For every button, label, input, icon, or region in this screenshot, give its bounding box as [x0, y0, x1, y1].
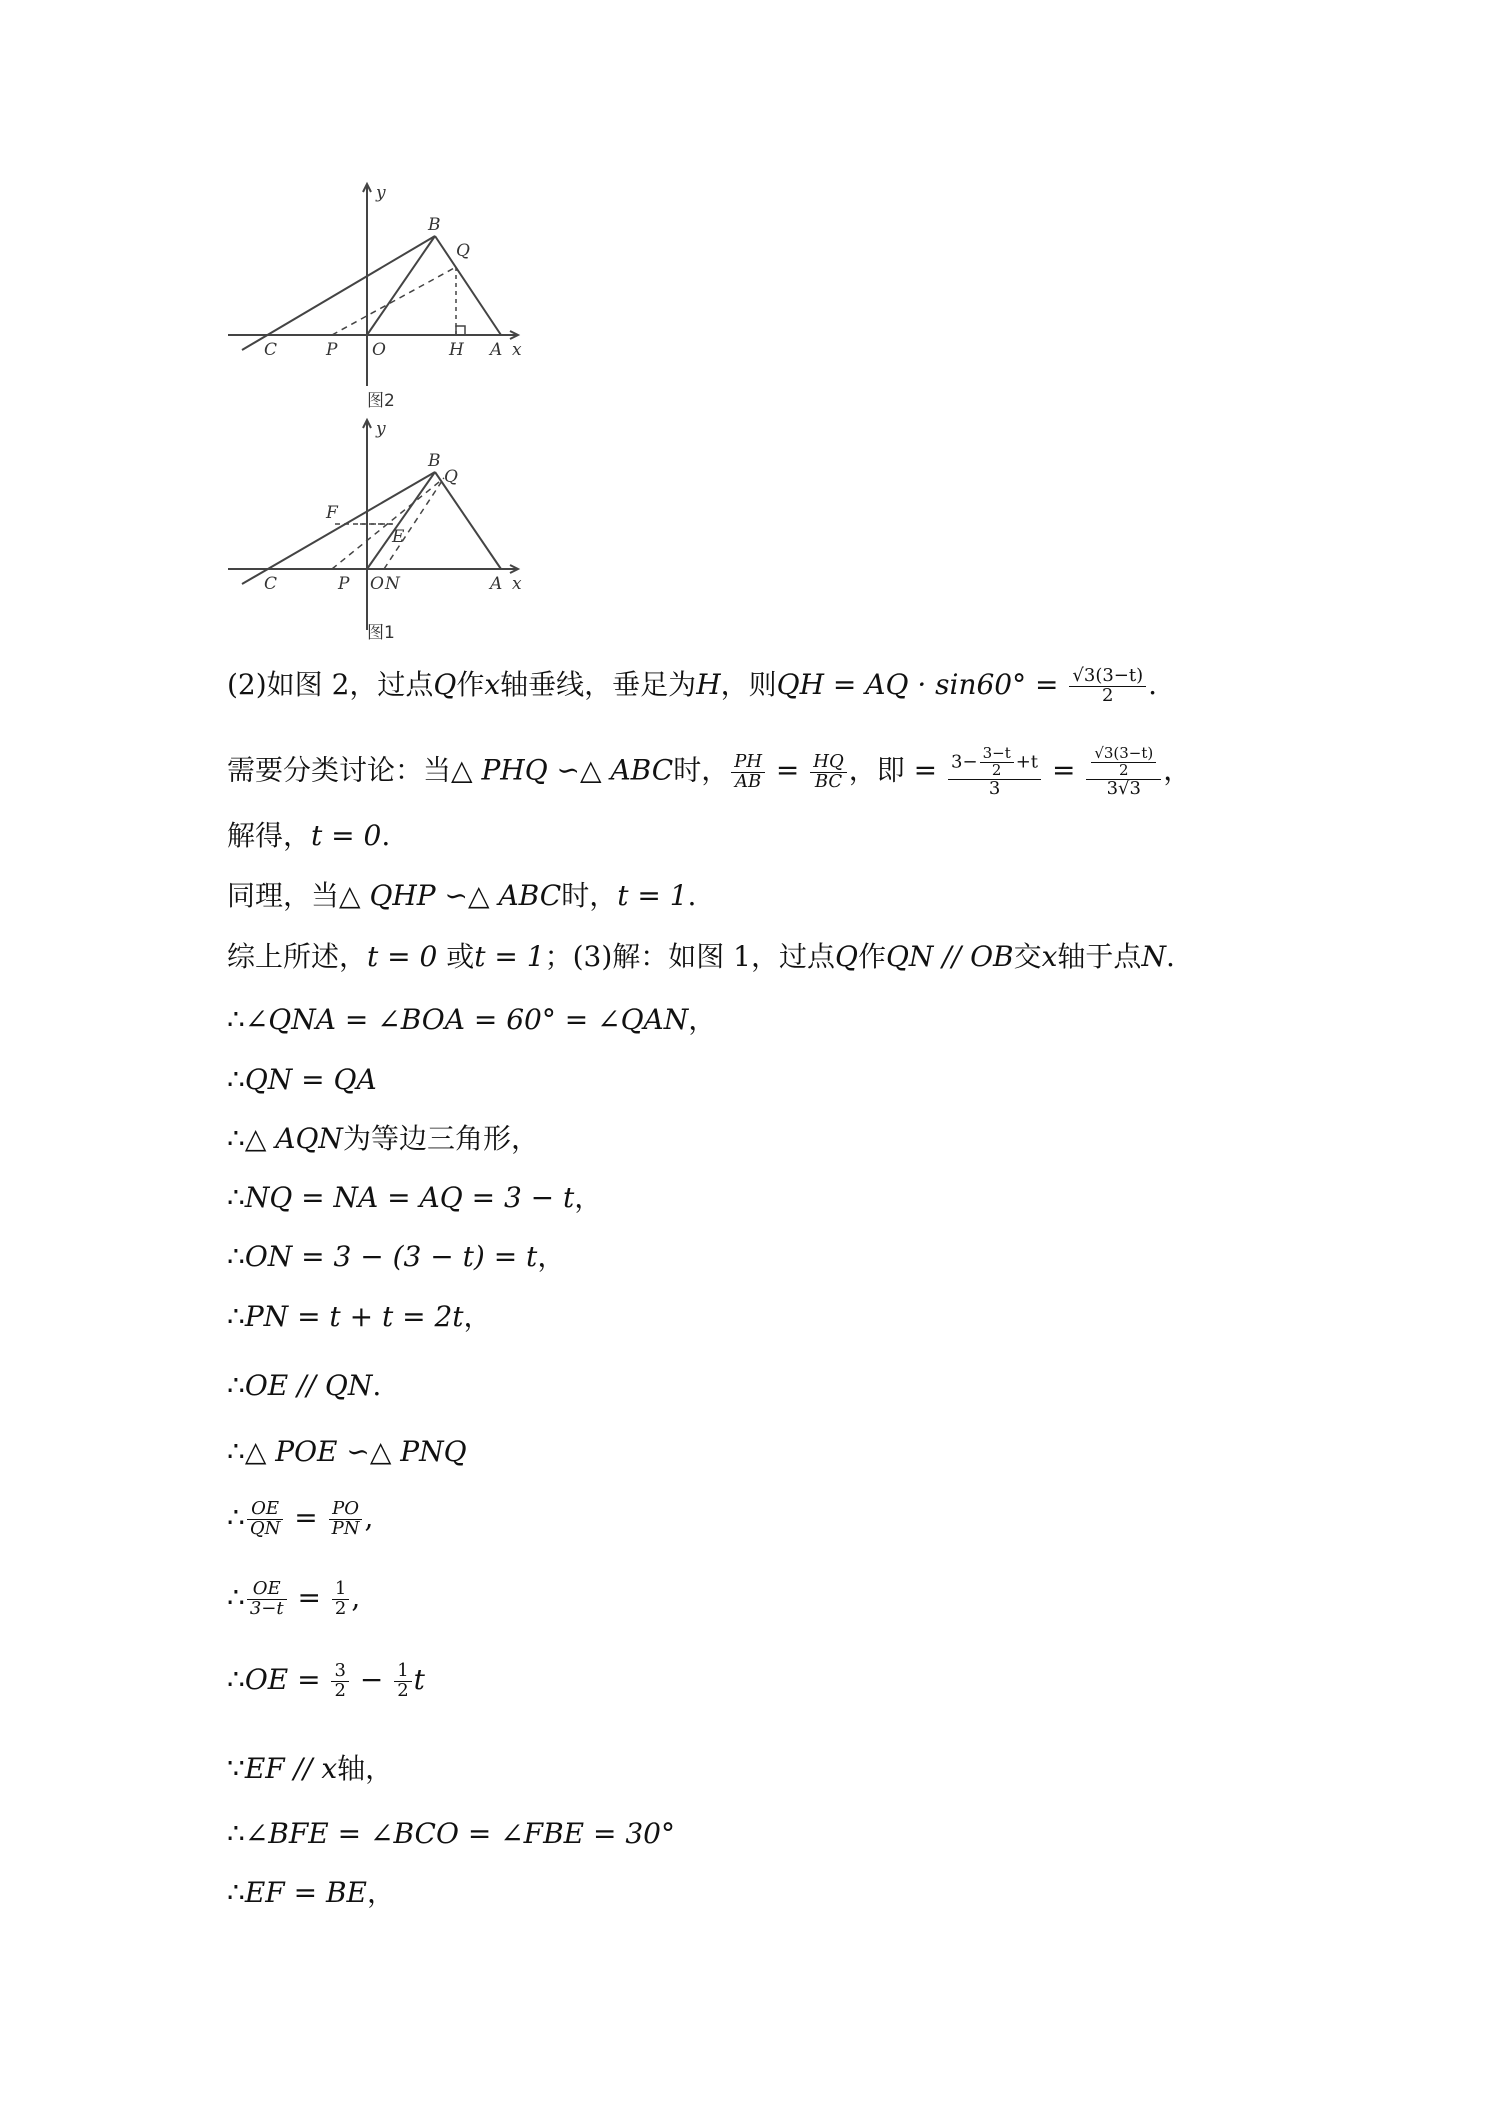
text: ，	[537, 1240, 566, 1273]
text: 轴垂线，垂足为	[500, 667, 697, 701]
line-4	[227, 879, 697, 912]
denominator: 3−t	[249, 1597, 284, 1619]
math: t = 0	[311, 819, 382, 852]
figure-1-diagram	[220, 412, 540, 652]
line-10	[227, 1240, 566, 1273]
math: AQN	[275, 1122, 343, 1155]
fraction	[980, 746, 1014, 779]
label-N: N	[385, 574, 400, 594]
text: ，	[688, 1003, 717, 1036]
figure-2-diagram	[220, 178, 540, 418]
text: ∴	[227, 1817, 245, 1850]
right-angle-mark	[456, 326, 465, 335]
text: 或	[437, 940, 475, 973]
math: t = 0	[367, 940, 438, 973]
text: ∴	[227, 1662, 245, 1696]
math: PN = t + t = 2t	[244, 1300, 464, 1333]
text: ，	[366, 1876, 395, 1909]
text: .	[687, 879, 697, 912]
line-CB	[242, 236, 435, 350]
text: 综上所述，	[227, 940, 368, 973]
text: ∴	[227, 1580, 245, 1614]
label-y: y	[376, 183, 386, 203]
text: ∴	[227, 1240, 245, 1273]
line-12	[227, 1369, 382, 1402]
math: OE =	[244, 1662, 330, 1696]
text: ∴△	[227, 1435, 276, 1468]
denominator: 2	[334, 1597, 347, 1619]
text: =	[1043, 753, 1085, 787]
text: 轴，	[337, 1752, 394, 1785]
math: ∠QNA = ∠BOA = 60° = ∠QAN	[244, 1003, 689, 1036]
text: .	[1165, 940, 1175, 973]
label-E: E	[392, 527, 405, 547]
text: 时，	[673, 753, 730, 787]
line-9	[227, 1181, 603, 1214]
label-x: x	[512, 340, 522, 360]
text: ∴△	[227, 1122, 276, 1155]
label-O: O	[372, 340, 386, 360]
math: N	[1141, 940, 1166, 973]
text: =	[285, 1500, 327, 1534]
numerator: OE	[247, 1580, 287, 1600]
figure-2-caption: 图2	[367, 391, 395, 411]
numerator: 1	[394, 1662, 411, 1682]
line-11	[227, 1300, 492, 1333]
math: PHQ ∽△ ABC	[481, 753, 674, 787]
math: ∠BFE = ∠BCO = ∠FBE = 30°	[244, 1817, 675, 1850]
text: =	[288, 1580, 330, 1614]
text: −	[350, 1662, 393, 1696]
denominator: BC	[814, 770, 843, 792]
math: t = 1	[617, 879, 688, 912]
line-CB	[242, 472, 435, 584]
math: QH = AQ · sin60° =	[776, 667, 1068, 701]
math: Q	[433, 667, 457, 701]
line-16	[227, 1662, 425, 1701]
denominator: PN	[331, 1517, 360, 1539]
text: 时，	[561, 879, 618, 912]
text: ∴	[227, 1500, 245, 1534]
numerator	[948, 746, 1041, 780]
text: ，则	[720, 667, 777, 701]
math: ON = 3 − (3 − t) = t	[244, 1240, 538, 1273]
line-2	[227, 746, 1191, 798]
numerator	[1086, 746, 1161, 780]
label-A: A	[490, 574, 503, 594]
line-1	[227, 667, 1157, 706]
math: QHP ∽△ ABC	[369, 879, 562, 912]
label-A: A	[490, 340, 503, 360]
math: EF = BE	[244, 1876, 367, 1909]
numerator: 1	[332, 1580, 349, 1600]
math: Q	[834, 940, 858, 973]
figure-2	[220, 178, 540, 418]
text: 3−	[951, 751, 978, 773]
fraction	[810, 750, 846, 792]
text: 为等边三角形，	[342, 1122, 539, 1155]
math: t	[413, 1662, 425, 1696]
text: ，即	[848, 753, 905, 787]
text: ∴	[227, 1063, 245, 1096]
text: ，	[463, 1300, 492, 1333]
label-C: C	[264, 574, 278, 594]
text: ,	[351, 1580, 361, 1614]
numerator: PH	[731, 753, 765, 773]
denominator: 3√3	[1106, 777, 1141, 799]
fraction	[247, 1580, 287, 1619]
denominator: 2	[1119, 760, 1129, 779]
math: EF // x	[244, 1752, 338, 1785]
math: OE // QN	[244, 1369, 373, 1402]
label-x: x	[512, 574, 522, 594]
fraction	[1086, 746, 1161, 798]
line-6	[227, 1003, 717, 1036]
label-F: F	[326, 503, 338, 523]
text: ，	[574, 1181, 603, 1214]
fraction	[329, 1500, 363, 1539]
text: 作	[857, 940, 886, 973]
math: NQ = NA = AQ = 3 − t	[244, 1181, 575, 1214]
text: 交	[1013, 940, 1042, 973]
line-5	[227, 940, 1175, 973]
denominator: 2	[334, 1679, 346, 1701]
figure-1-caption: 图1	[367, 623, 395, 643]
fraction	[394, 1662, 411, 1701]
text: .	[372, 1369, 382, 1402]
text: 作	[456, 667, 485, 701]
line-8	[227, 1122, 539, 1155]
numerator: 3−t	[980, 746, 1014, 763]
numerator: √3(3−t)	[1091, 746, 1156, 763]
fraction	[331, 1662, 348, 1701]
line-OB	[367, 472, 435, 569]
denominator: 2	[397, 1679, 409, 1701]
text: .	[1148, 667, 1158, 701]
math: t = 1	[474, 940, 545, 973]
line-14	[227, 1500, 373, 1539]
text: +t	[1015, 751, 1039, 773]
math: POE ∽△ PNQ	[275, 1435, 467, 1468]
numerator: √3(3−t)	[1069, 667, 1146, 687]
label-Q: Q	[456, 241, 470, 261]
line-PQ	[332, 267, 456, 335]
denominator: AB	[734, 770, 762, 792]
line-19	[227, 1876, 395, 1909]
denominator: 2	[991, 760, 1002, 779]
line-17	[227, 1752, 394, 1785]
line-15	[227, 1580, 360, 1619]
math: QN = QA	[244, 1063, 377, 1096]
math: H	[696, 667, 721, 701]
text: 轴于点	[1057, 940, 1142, 973]
fraction	[948, 746, 1041, 798]
text: ，	[1163, 753, 1192, 787]
text: 同理，当△	[227, 879, 370, 912]
label-Q: Q	[444, 467, 458, 487]
numerator: PO	[329, 1500, 363, 1520]
numerator: OE	[247, 1500, 284, 1520]
text: 解得，	[227, 819, 312, 852]
label-B: B	[428, 215, 441, 235]
denominator: 2	[1102, 684, 1114, 706]
label-H: H	[449, 340, 464, 360]
fraction	[332, 1580, 349, 1619]
line-13	[227, 1435, 467, 1468]
denominator: QN	[249, 1517, 281, 1539]
numerator: 3	[331, 1662, 348, 1682]
text: 需要分类讨论：当△	[227, 753, 482, 787]
text: .	[381, 819, 391, 852]
label-B: B	[428, 451, 441, 471]
text: ∵	[227, 1752, 245, 1785]
text: ∴	[227, 1876, 245, 1909]
label-O: O	[370, 574, 384, 594]
fraction	[1069, 667, 1146, 706]
fraction	[1091, 746, 1156, 779]
fraction	[731, 750, 765, 792]
math: x	[484, 667, 501, 701]
text: (2)如图 2，过点	[227, 667, 434, 701]
math: QN // OB	[885, 940, 1014, 973]
label-P: P	[326, 340, 338, 360]
line-7	[227, 1063, 377, 1096]
fraction	[247, 1500, 284, 1539]
line-3	[227, 819, 391, 852]
math: x	[1041, 940, 1058, 973]
denominator: 3	[988, 777, 1001, 799]
figure-1	[220, 412, 540, 652]
text: ,	[364, 1500, 374, 1534]
text: ；(3)解：如图 1，过点	[544, 940, 835, 973]
text: =	[904, 753, 947, 787]
line-OB	[367, 236, 435, 335]
text: ∴	[227, 1300, 245, 1333]
label-P: P	[338, 574, 350, 594]
label-y: y	[376, 419, 386, 439]
text: =	[767, 753, 809, 787]
line-18	[227, 1817, 675, 1850]
text: ∴	[227, 1181, 245, 1214]
text: ∴	[227, 1003, 245, 1036]
numerator: HQ	[810, 753, 846, 773]
label-C: C	[264, 340, 278, 360]
text: ∴	[227, 1369, 245, 1402]
